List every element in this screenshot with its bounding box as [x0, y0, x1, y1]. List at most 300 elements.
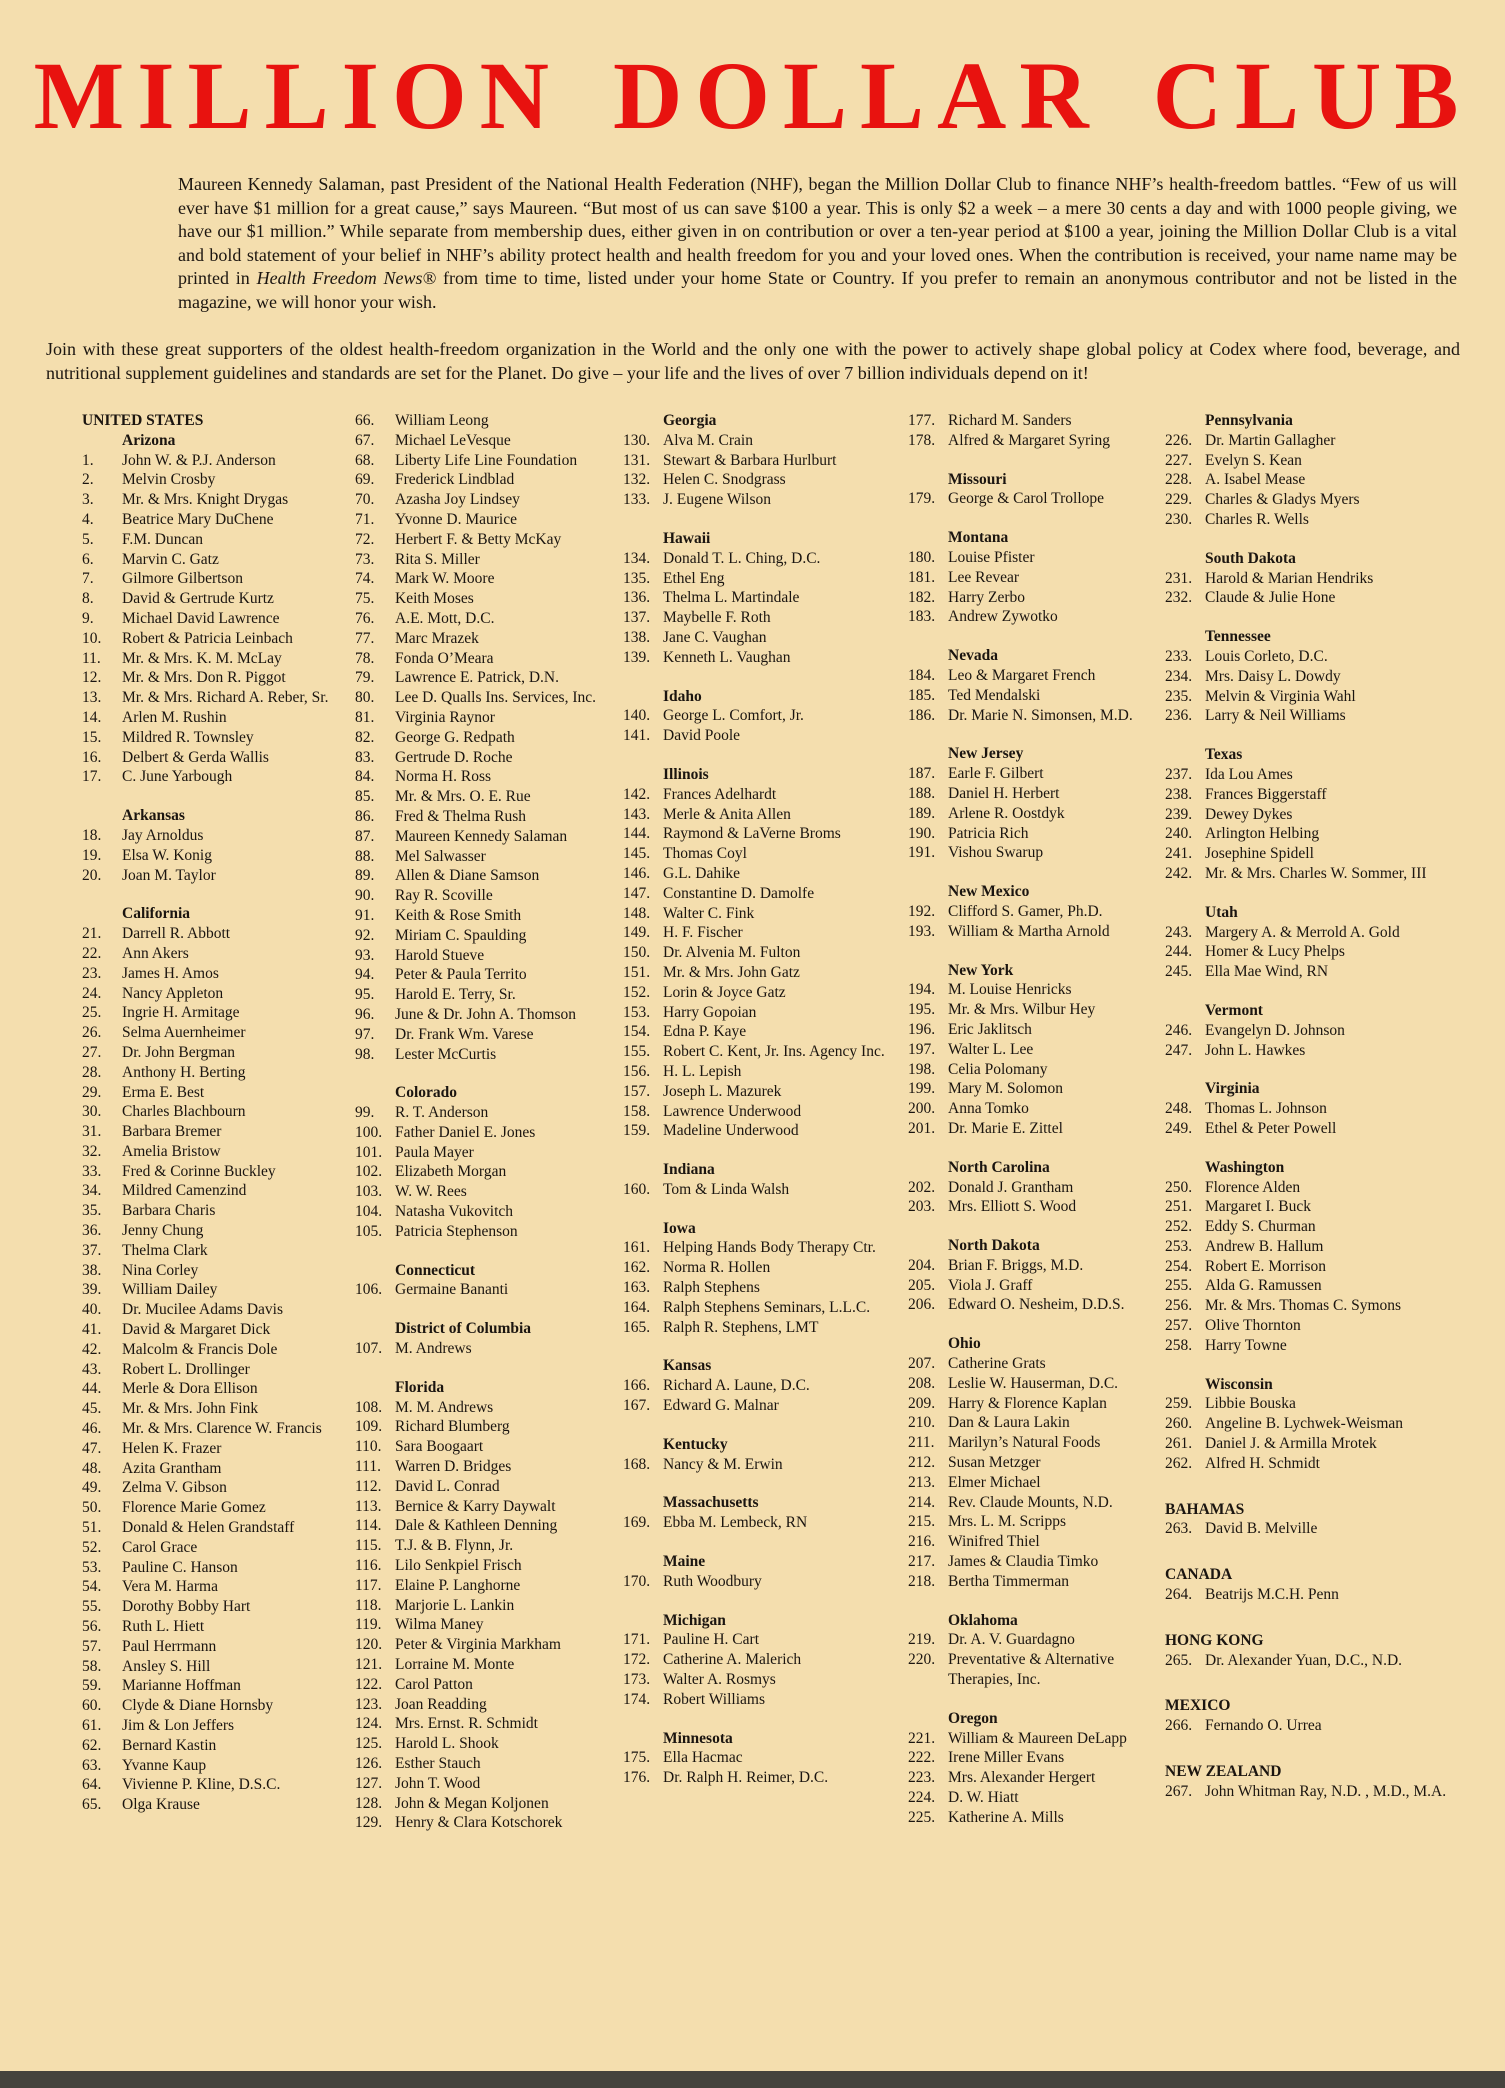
entry-name: Viola J. Graff [948, 1276, 1033, 1294]
country-header: CANADA [1165, 1566, 1233, 1584]
entry-name: Andrew B. Hallum [1205, 1237, 1324, 1255]
entry-number: 214. [908, 1493, 936, 1511]
entry-name: Claude & Julie Hone [1205, 589, 1336, 607]
entry-number: 227. [1165, 451, 1193, 469]
list-entry [82, 866, 341, 886]
list-entry [908, 980, 1151, 1000]
list-entry [355, 1222, 609, 1242]
entry-name: Mel Salwasser [395, 847, 486, 865]
entry-name: Harry Gopoian [663, 1003, 757, 1021]
entry-number: 102. [355, 1163, 383, 1181]
entry-number: 95. [355, 986, 375, 1004]
entry-name: William Leong [395, 412, 489, 429]
list-entry [623, 1630, 894, 1650]
entry-name: Richard M. Sanders [948, 412, 1072, 429]
entry-number: 222. [908, 1749, 936, 1767]
list-entry [623, 1396, 894, 1416]
list-entry [355, 1675, 609, 1695]
entry-number: 29. [82, 1083, 102, 1101]
list-entry [82, 1696, 341, 1716]
list-entry [623, 588, 894, 608]
entry-name: Donald & Helen Grandstaff [122, 1519, 295, 1537]
state-header: Missouri [948, 470, 1007, 488]
entry-name: Leslie W. Hauserman, D.C. [948, 1374, 1119, 1392]
entry-number: 124. [355, 1715, 383, 1733]
state-header: Illinois [663, 765, 709, 783]
list-entry [355, 550, 609, 570]
entry-name: Stewart & Barbara Hurlburt [663, 451, 837, 469]
entry-number: 256. [1165, 1297, 1193, 1315]
entry-name: Alfred & Margaret Syring [948, 431, 1110, 449]
entry-name: Susan Metzger [948, 1454, 1041, 1472]
entry-name: Lee Revear [948, 568, 1019, 586]
entry-name: Peter & Virginia Markham [395, 1636, 561, 1654]
entry-number: 184. [908, 666, 936, 684]
entry-number: 70. [355, 491, 375, 509]
entry-number: 259. [1165, 1395, 1193, 1413]
list-entry [1165, 1197, 1457, 1217]
list-entry [82, 1459, 341, 1479]
entry-name: Michael David Lawrence [122, 609, 280, 627]
list-entry [623, 1180, 894, 1200]
entry-number: 196. [908, 1020, 936, 1038]
list-entry [623, 431, 894, 451]
entry-name: James H. Amos [122, 964, 219, 982]
list-entry [908, 1099, 1151, 1119]
entry-number: 90. [355, 887, 375, 905]
entry-number: 250. [1165, 1178, 1193, 1196]
list-entry [355, 748, 609, 768]
list-entry [623, 805, 894, 825]
entry-name: Dr. Marie E. Zittel [948, 1119, 1063, 1137]
entry-name: William Dailey [122, 1281, 218, 1299]
list-entry [82, 490, 341, 510]
entry-name: Eric Jaklitsch [948, 1020, 1032, 1038]
entry-name: Frances Biggerstaff [1205, 785, 1327, 803]
entry-name: T.J. & B. Flynn, Jr. [395, 1537, 514, 1555]
entry-number: 38. [82, 1261, 102, 1279]
entry-name: Germaine Bananti [395, 1281, 509, 1299]
entry-name: W. W. Rees [395, 1183, 467, 1201]
entry-number: 178. [908, 431, 936, 449]
list-entry [82, 530, 341, 550]
entry-number: 167. [623, 1397, 651, 1415]
intro-1-text: Maureen Kennedy Salaman, past President of the National Health Federation (NHF), began the Million Dollar Club to finance NHF’s health-freedom battles. “Few of us will ever have $1 million for a great cause,” says Maureen. “But most of us can save $100 a year. This is only $2 a week – a mere 30 cents a day and with 1000 people giving, we have our $1 million.” While separate from membership dues, either given in on contribution or over a ten-year period at $100 a year, joining the Million Dollar Club is a vital and bold statement of your belief in NHF’s ability protect health and health freedom for you and your loved ones. When the contribution is received, your name name may be printed in [178, 174, 1457, 288]
entry-number: 77. [355, 629, 375, 647]
list-entry [908, 1473, 1151, 1493]
entry-name: Thomas Coyl [663, 845, 747, 863]
entry-number: 22. [82, 944, 102, 962]
list-entry [1165, 451, 1457, 471]
entry-number: 114. [355, 1517, 382, 1535]
state-header: Idaho [663, 687, 702, 705]
entry-number: 86. [355, 807, 375, 825]
list-entry [82, 451, 341, 471]
entry-name: Louise Pfister [948, 548, 1035, 566]
list-entry [1165, 1716, 1457, 1736]
entry-number: 233. [1165, 647, 1193, 665]
intro-1-text-after: from time to time, listed under your home State or Country. If you prefer to remain an anonymous contributor and not be listed in the magazine, we will honor your wish. [178, 268, 1457, 312]
entry-number: 130. [623, 431, 651, 449]
entry-number: 132. [623, 471, 651, 489]
country-header: UNITED STATES [82, 412, 204, 429]
entry-name: Tom & Linda Walsh [663, 1180, 790, 1198]
entry-number: 168. [623, 1455, 651, 1473]
list-entry [82, 1003, 341, 1023]
list-entry [623, 983, 894, 1003]
entry-name: John L. Hawkes [1205, 1041, 1306, 1059]
entry-name: Esther Stauch [395, 1755, 481, 1772]
list-entry [82, 1142, 341, 1162]
entry-name: Catherine Grats [948, 1355, 1046, 1373]
list-entry [355, 629, 609, 649]
list-entry [355, 1576, 609, 1596]
entry-name: Clyde & Diane Hornsby [122, 1697, 274, 1715]
list-entry [623, 1298, 894, 1318]
list-entry [908, 1079, 1151, 1099]
entry-number: 99. [355, 1104, 375, 1122]
state-header: South Dakota [1205, 549, 1296, 567]
entry-number: 41. [82, 1321, 102, 1339]
entry-name: Mr. & Mrs. Knight Drygas [122, 491, 289, 509]
entry-number: 26. [82, 1024, 102, 1042]
entry-name: Norma R. Hollen [663, 1259, 771, 1277]
entry-name: Florence Marie Gomez [122, 1499, 266, 1517]
entry-number: 93. [355, 946, 375, 964]
entry-name: Lilo Senkpiel Frisch [395, 1557, 522, 1575]
entry-number: 36. [82, 1222, 102, 1240]
list-entry [82, 1518, 341, 1538]
entry-number: 248. [1165, 1100, 1193, 1118]
list-entry [355, 787, 609, 807]
list-entry [82, 510, 341, 530]
list-entry [82, 1439, 341, 1459]
entry-name: Mr. & Mrs. Don R. Piggot [122, 669, 286, 687]
list-entry [623, 1003, 894, 1023]
list-entry [355, 668, 609, 688]
entry-number: 19. [82, 846, 102, 864]
list-entry [908, 764, 1151, 784]
entry-name: Vivienne P. Kline, D.S.C. [122, 1776, 281, 1794]
entry-name: Patricia Rich [948, 824, 1029, 842]
entry-name: Dr. Ralph H. Reimer, D.C. [663, 1769, 829, 1787]
list-entry [908, 1060, 1151, 1080]
list-entry [623, 1258, 894, 1278]
entry-number: 109. [355, 1418, 383, 1436]
entry-number: 6. [82, 550, 94, 568]
entry-number: 244. [1165, 943, 1193, 961]
list-entry [82, 550, 341, 570]
list-entry [82, 589, 341, 609]
entry-number: 101. [355, 1143, 383, 1161]
entry-name: Darrell R. Abbott [122, 925, 231, 943]
entry-number: 161. [623, 1239, 651, 1257]
entry-name: F.M. Duncan [122, 530, 203, 548]
list-entry [82, 964, 341, 984]
state-header: Massachusetts [663, 1494, 759, 1512]
state-header: Pennsylvania [1205, 412, 1293, 429]
list-entry [1165, 1178, 1457, 1198]
entry-number: 51. [82, 1519, 102, 1537]
entry-number: 247. [1165, 1041, 1193, 1059]
list-entry [908, 1552, 1151, 1572]
list-entry [1165, 1119, 1457, 1139]
country-header: NEW ZEALAND [1165, 1763, 1282, 1781]
state-header: Florida [395, 1378, 445, 1396]
entry-number: 148. [623, 904, 651, 922]
entry-number: 7. [82, 570, 94, 588]
entry-number: 91. [355, 906, 375, 924]
entry-name: Rev. Claude Mounts, N.D. [948, 1493, 1113, 1511]
entry-name: Edward G. Malnar [663, 1397, 779, 1415]
entry-number: 72. [355, 530, 375, 548]
entry-number: 15. [82, 728, 102, 746]
list-entry [82, 1657, 341, 1677]
list-entry [908, 1748, 1151, 1768]
entry-name: Paula Mayer [395, 1143, 474, 1161]
entry-number: 267. [1165, 1782, 1193, 1800]
entry-number: 28. [82, 1063, 102, 1081]
list-entry [82, 1122, 341, 1142]
list-entry [908, 666, 1151, 686]
list-entry [908, 843, 1151, 863]
list-entry [1165, 844, 1457, 864]
entry-name: Maybelle F. Roth [663, 609, 771, 627]
entry-name: Delbert & Gerda Wallis [122, 748, 269, 766]
entry-number: 208. [908, 1374, 936, 1392]
list-entry [1165, 1217, 1457, 1237]
list-entry [623, 1690, 894, 1710]
entry-name: Frances Adelhardt [663, 785, 777, 803]
entry-name: Thelma Clark [122, 1241, 208, 1259]
list-entry [82, 1280, 341, 1300]
entry-name: D. W. Hiatt [948, 1789, 1019, 1807]
entry-name: Dale & Kathleen Denning [395, 1517, 558, 1535]
list-entry [82, 1538, 341, 1558]
entry-number: 243. [1165, 923, 1193, 941]
list-entry [1165, 785, 1457, 805]
entry-number: 50. [82, 1499, 102, 1517]
entry-number: 117. [355, 1576, 382, 1594]
entry-number: 135. [623, 569, 651, 587]
entry-name: Ralph R. Stephens, LMT [663, 1318, 819, 1336]
entry-number: 115. [355, 1537, 382, 1555]
entry-number: 206. [908, 1296, 936, 1314]
entry-name: George G. Redpath [395, 728, 515, 746]
entry-name: Ted Mendalski [948, 686, 1041, 704]
list-entry [908, 824, 1151, 844]
entry-name: Jay Arnoldus [122, 826, 204, 844]
list-entry [82, 1300, 341, 1320]
list-entry [908, 1374, 1151, 1394]
entry-number: 187. [908, 765, 936, 783]
list-entry [82, 826, 341, 846]
list-entry [355, 609, 609, 629]
entry-name: Harry Zerbo [948, 588, 1026, 606]
list-entry [82, 708, 341, 728]
entry-name: Harold & Marian Hendriks [1205, 569, 1374, 587]
entry-name: Nancy & M. Erwin [663, 1455, 783, 1473]
entry-name: Thomas L. Johnson [1205, 1100, 1327, 1118]
list-entry [355, 866, 609, 886]
entry-number: 198. [908, 1060, 936, 1078]
entry-name: Florence Alden [1205, 1178, 1301, 1196]
entry-number: 191. [908, 844, 936, 862]
entry-number: 27. [82, 1043, 102, 1061]
entry-name: George L. Comfort, Jr. [663, 707, 804, 725]
list-entry [355, 431, 609, 451]
entry-name: Marc Mrazek [395, 629, 479, 647]
entry-name: Harry Towne [1205, 1336, 1287, 1354]
list-entry [82, 924, 341, 944]
entry-name: Lester McCurtis [395, 1045, 497, 1063]
list-entry [908, 1808, 1151, 1828]
entry-number: 2. [82, 471, 94, 489]
entry-name: Elizabeth Morgan [395, 1163, 507, 1181]
list-entry [355, 1182, 609, 1202]
state-header: Wisconsin [1205, 1375, 1273, 1393]
entry-number: 9. [82, 609, 94, 627]
entry-number: 126. [355, 1755, 383, 1772]
entry-number: 188. [908, 784, 936, 802]
list-entry [908, 1394, 1151, 1414]
entry-name: Dr. Alvenia M. Fulton [663, 944, 801, 962]
entry-number: 54. [82, 1578, 102, 1596]
state-header: Maine [663, 1553, 706, 1571]
entry-number: 238. [1165, 785, 1193, 803]
list-entry [355, 1005, 609, 1025]
entry-name: Fred & Corinne Buckley [122, 1162, 276, 1180]
entry-name: Warren D. Bridges [395, 1458, 512, 1476]
entry-number: 105. [355, 1222, 383, 1240]
entry-number: 3. [82, 491, 94, 509]
entry-number: 107. [355, 1340, 383, 1358]
state-header: Montana [948, 529, 1009, 547]
entry-name: Dr. Alexander Yuan, D.C., N.D. [1205, 1651, 1403, 1669]
state-header: Washington [1205, 1158, 1285, 1176]
list-entry [355, 886, 609, 906]
entry-number: 127. [355, 1774, 383, 1792]
entry-name: Gilmore Gilbertson [122, 570, 243, 588]
list-entry [355, 1794, 609, 1814]
entry-name: Robert Williams [663, 1690, 765, 1708]
entry-name: Azita Grantham [122, 1459, 222, 1477]
entry-name: Thelma L. Martindale [663, 589, 800, 607]
entry-number: 32. [82, 1142, 102, 1160]
entry-number: 266. [1165, 1717, 1193, 1735]
entry-name: Mr. & Mrs. Charles W. Sommer, III [1205, 864, 1427, 882]
entry-number: 162. [623, 1259, 651, 1277]
entry-name: Patricia Stephenson [395, 1222, 518, 1240]
list-entry [355, 1556, 609, 1576]
entry-number: 239. [1165, 805, 1193, 823]
list-entry [1165, 942, 1457, 962]
entry-number: 211. [908, 1434, 935, 1452]
entry-number: 82. [355, 728, 375, 746]
entry-number: 215. [908, 1513, 936, 1531]
entry-number: 242. [1165, 864, 1193, 882]
entry-name: Amelia Bristow [122, 1142, 221, 1160]
list-entry [908, 804, 1151, 824]
entry-number: 110. [355, 1438, 382, 1456]
list-entry [908, 1768, 1151, 1788]
list-entry [908, 489, 1151, 509]
entry-number: 81. [355, 708, 375, 726]
list-entry [82, 1083, 341, 1103]
list-entry [82, 1360, 341, 1380]
list-entry [623, 648, 894, 668]
entry-number: 216. [908, 1533, 936, 1551]
list-entry [623, 1513, 894, 1533]
entry-number: 121. [355, 1656, 383, 1674]
intro-paragraph-2: Join with these great supporters of the oldest health-freedom organization in the World and the only one with the power to actively shape global policy at Codex where food, beverage, and nutritional supplement guidelines and standards are set for the Planet. Do give – your life and the lives of over 7 billion individuals depend on it! [46, 339, 1460, 383]
entry-name: Erma E. Best [122, 1083, 205, 1101]
list-entry [82, 846, 341, 866]
list-entry [1165, 1041, 1457, 1061]
country-header: HONG KONG [1165, 1631, 1264, 1649]
entry-name: Ann Akers [122, 944, 189, 962]
list-entry [82, 569, 341, 589]
list-entry [623, 1376, 894, 1396]
entry-name: C. June Yarbough [122, 768, 233, 786]
entry-name: Natasha Vukovitch [395, 1203, 514, 1221]
entry-name: Leo & Margaret French [948, 666, 1096, 684]
entry-name: Donald J. Grantham [948, 1178, 1074, 1196]
entry-name: Merle & Anita Allen [663, 805, 791, 823]
list-entry [623, 726, 894, 746]
state-header: Utah [1205, 903, 1238, 921]
entry-number: 202. [908, 1178, 936, 1196]
country-header: BAHAMAS [1165, 1500, 1245, 1518]
list-entry [355, 1596, 609, 1616]
entry-name: G.L. Dahike [663, 864, 741, 882]
entry-number: 8. [82, 590, 94, 608]
entry-number: 218. [908, 1572, 936, 1590]
entry-name: David Poole [663, 727, 741, 745]
entry-name: Ruth Woodbury [663, 1572, 762, 1590]
entry-name: Ruth L. Hiett [122, 1618, 205, 1636]
entry-number: 10. [82, 629, 102, 647]
entry-number: 156. [623, 1062, 651, 1080]
list-entry [355, 688, 609, 708]
entry-name: Zelma V. Gibson [122, 1479, 227, 1497]
entry-name: Michael LeVesque [395, 431, 511, 449]
list-entry [355, 1497, 609, 1517]
entry-name: David L. Conrad [395, 1477, 500, 1495]
list-entry [1165, 706, 1457, 726]
entry-number: 75. [355, 590, 375, 608]
entry-number: 111. [355, 1458, 381, 1476]
entry-number: 171. [623, 1631, 651, 1649]
list-entry [82, 944, 341, 964]
entry-number: 141. [623, 727, 651, 745]
entry-number: 201. [908, 1119, 936, 1137]
state-header: District of Columbia [395, 1320, 532, 1338]
entry-name: Walter A. Rosmys [663, 1671, 776, 1689]
list-entry [908, 902, 1151, 922]
list-entry [355, 1477, 609, 1497]
entry-number: 69. [355, 471, 375, 489]
magazine-name: Health Freedom News® [256, 268, 437, 288]
entry-number: 251. [1165, 1198, 1193, 1216]
entry-number: 186. [908, 706, 936, 724]
list-entry [82, 1043, 341, 1063]
entry-number: 189. [908, 804, 936, 822]
state-header: Texas [1205, 746, 1243, 764]
list-entry [908, 431, 1151, 451]
entry-name: James & Claudia Timko [948, 1553, 1099, 1571]
entry-name: Mildred Camenzind [122, 1182, 247, 1200]
